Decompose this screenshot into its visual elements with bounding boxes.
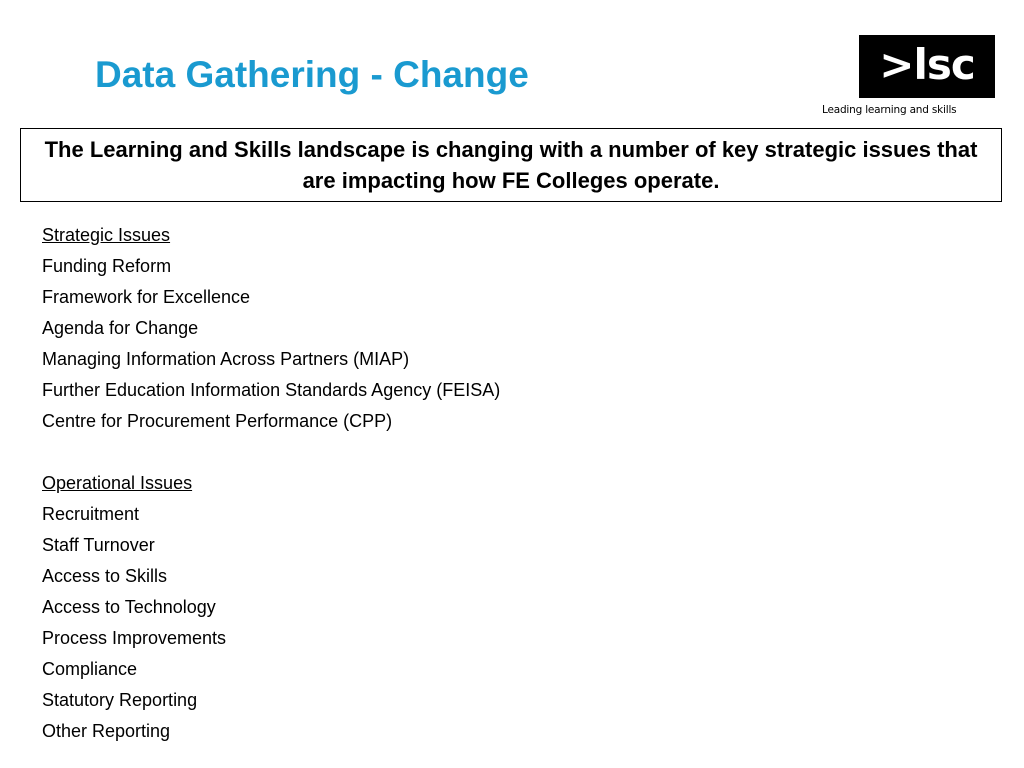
page-title: Data Gathering - Change — [95, 54, 529, 95]
list-item: Statutory Reporting — [42, 690, 198, 710]
list-item: Access to Technology — [42, 597, 216, 617]
strategic-issues-heading: Strategic Issues — [42, 225, 171, 245]
summary-text: The Learning and Skills landscape is changing with a number of key strategic issues that are impacting how FE Colleges operate. — [44, 137, 978, 193]
list-item: Compliance — [42, 659, 138, 679]
summary-box — [20, 128, 1002, 202]
list-item: Agenda for Change — [42, 318, 199, 338]
list-item: Centre for Procurement Performance (CPP) — [42, 411, 393, 431]
lsc-logo-mark: >lsc — [879, 39, 975, 89]
list-item: Managing Information Across Partners (MIAP) — [42, 349, 410, 369]
list-item: Staff Turnover — [42, 535, 155, 555]
operational-issues-heading: Operational Issues — [42, 473, 193, 493]
lsc-logo — [859, 35, 995, 98]
issues-list — [42, 220, 500, 747]
list-item: Framework for Excellence — [42, 287, 251, 307]
list-item: Funding Reform — [42, 256, 172, 276]
list-item: Access to Skills — [42, 566, 168, 586]
list-item: Further Education Information Standards Agency (FEISA) — [42, 380, 501, 400]
logo-tagline: Leading learning and skills — [822, 104, 957, 116]
list-item: Process Improvements — [42, 628, 227, 648]
list-item: Recruitment — [42, 504, 140, 524]
section-spacer — [42, 437, 500, 468]
list-item: Other Reporting — [42, 721, 171, 741]
